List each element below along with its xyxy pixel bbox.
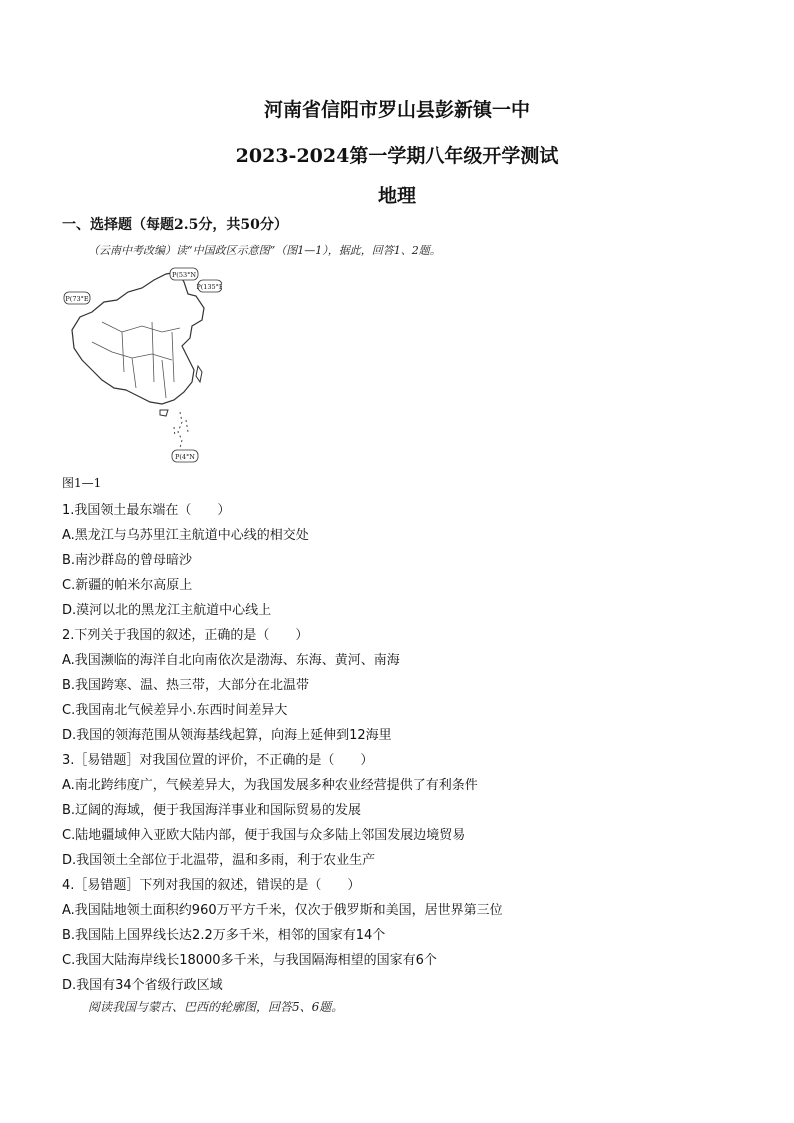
china-outline	[72, 272, 204, 404]
option-a: A.我国陆地领土面积约960万平方千米，仅次于俄罗斯和美国，居世界第三位	[62, 903, 503, 918]
question-stem: 4.［易错题］下列对我国的叙述，错误的是（ ）	[62, 878, 361, 893]
doc-school-title: 河南省信阳市罗山县彭新镇一中	[263, 99, 530, 121]
question-intro-2: 阅读我国与蒙古、巴西的轮廓图，回答5、6题。	[88, 1000, 344, 1014]
option-d: D.我国有34个省级行政区域	[62, 978, 223, 993]
option-a: A.南北跨纬度广，气候差异大，为我国发展多种农业经营提供了有利条件	[62, 778, 478, 793]
south-sea-islands	[174, 412, 188, 448]
question-stem: 2.下列关于我国的叙述，正确的是（ ）	[62, 628, 309, 643]
option-a: A.黑龙江与乌苏里江主航道中心线的相交处	[62, 528, 309, 543]
option-d: D.漠河以北的黑龙江主航道中心线上	[62, 603, 272, 618]
china-map-figure	[62, 262, 222, 467]
map-label-south: P(4°N	[175, 453, 195, 461]
doc-subject-title: 地理	[377, 185, 416, 207]
option-b: B.我国跨寒、温、热三带，大部分在北温带	[62, 678, 310, 693]
option-c: C.我国大陆海岸线长18000多千米，与我国隔海相望的国家有6个	[62, 953, 437, 968]
option-c: C.我国南北气候差异小.东西时间差异大	[62, 703, 288, 718]
question-stem: 1.我国领土最东端在（ ）	[62, 503, 231, 518]
option-d: D.我国的领海范围从领海基线起算，向海上延伸到12海里	[62, 728, 392, 743]
hainan-outline	[160, 410, 168, 416]
province-lines	[92, 322, 180, 398]
option-a: A.我国濒临的海洋自北向南依次是渤海、东海、黄河、南海	[62, 653, 400, 668]
question-intro-1: （云南中考改编）读“中国政区示意图”（图1—1），据此，回答1、2题。	[88, 244, 441, 257]
option-b: B.辽阔的海域，便于我国海洋事业和国际贸易的发展	[62, 803, 362, 818]
figure-caption: 图1—1	[62, 476, 102, 490]
map-label-east: P(135°E	[196, 283, 222, 291]
map-label-north: P(53°N	[171, 271, 197, 279]
option-b: B.南沙群岛的曾母暗沙	[62, 553, 193, 568]
map-label-west: P(73°E	[65, 295, 89, 303]
option-d: D.我国领土全部位于北温带，温和多雨，利于农业生产	[62, 853, 376, 868]
taiwan-outline	[196, 366, 202, 382]
section-title: 一、选择题（每题2.5分，共50分）	[62, 217, 288, 233]
option-b: B.我国陆上国界线长达2.2万多千米，相邻的国家有14个	[62, 928, 386, 943]
question-stem: 3.［易错题］对我国位置的评价，不正确的是（ ）	[62, 753, 374, 768]
option-c: C.新疆的帕米尔高原上	[62, 578, 193, 593]
doc-exam-title: 2023-2024第一学期八年级开学测试	[235, 145, 559, 167]
option-c: C.陆地疆域伸入亚欧大陆内部，便于我国与众多陆上邻国发展边境贸易	[62, 828, 466, 843]
